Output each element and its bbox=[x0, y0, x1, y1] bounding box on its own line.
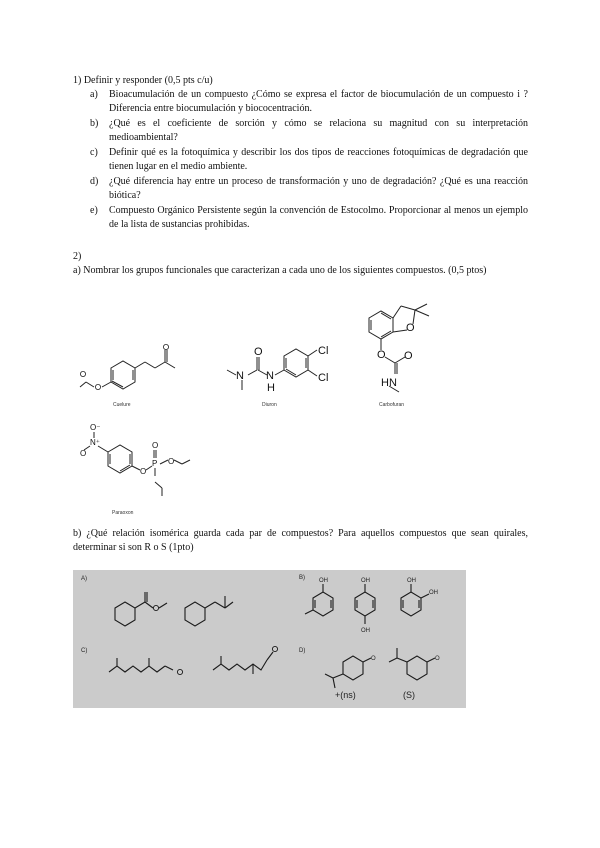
scan-oh-4: OH bbox=[429, 590, 438, 596]
diuron-o: O bbox=[254, 346, 263, 358]
scan-oh-3: OH bbox=[407, 578, 416, 584]
diuron-n2: N bbox=[266, 370, 274, 382]
paraoxon-o4: O bbox=[168, 457, 175, 466]
scan-oh-1: OH bbox=[319, 578, 328, 584]
molecule-diuron bbox=[222, 332, 352, 417]
pair-a-label: A) bbox=[81, 576, 87, 582]
carbofuran-o1: O bbox=[406, 322, 415, 334]
question-2b-text: b) ¿Qué relación isomérica guarda cada par de compuestos? Para aquellos compuestos que sean quirales, determinar si son R o S (1pto) bbox=[73, 528, 528, 553]
paraoxon-structure bbox=[80, 420, 200, 520]
scan-note-1: +(ns) bbox=[335, 690, 356, 700]
question-2-number: 2) bbox=[73, 251, 82, 262]
item-text: Compuesto Orgánico Persistente según la convención de Estocolmo. Proporcionar al menos un ejemplo de la lista de sustancias prohibidas. bbox=[109, 205, 528, 230]
carbofuran-caption: Carbofuran bbox=[379, 402, 405, 408]
item-label: c) bbox=[90, 147, 98, 158]
cuelure-caption: Cuelure bbox=[113, 402, 131, 408]
carbofuran-structure bbox=[355, 300, 465, 412]
question-2a-text: a) Nombrar los grupos funcionales que caracterizan a cada uno de los siguientes compuestos. (0,5 ptos) bbox=[73, 265, 487, 276]
item-label: a) bbox=[90, 89, 98, 100]
paraoxon-o2: O bbox=[140, 467, 147, 476]
molecule-paraoxon bbox=[80, 420, 200, 525]
item-text: ¿Qué diferencia hay entre un proceso de transformación y uno de degradación? ¿Qué es una reacción biótica? bbox=[109, 176, 528, 201]
cuelure-structure bbox=[75, 340, 205, 412]
question-1-item bbox=[90, 175, 528, 203]
question-1-item bbox=[90, 146, 528, 174]
paraoxon-n-plus: N⁺ bbox=[90, 438, 100, 447]
paraoxon-o-minus: O⁻ bbox=[90, 423, 101, 432]
paraoxon-o3: O bbox=[152, 441, 159, 450]
question-1-item bbox=[90, 117, 528, 145]
scan-o-2: O bbox=[435, 656, 440, 662]
diuron-cl2: Cl bbox=[318, 372, 329, 384]
isomer-pairs-drawing bbox=[73, 570, 466, 708]
molecule-cuelure bbox=[75, 340, 205, 417]
item-label: d) bbox=[90, 176, 99, 187]
question-1-list bbox=[90, 88, 528, 233]
paraoxon-caption: Paraoxon bbox=[112, 510, 134, 516]
carbofuran-o2: O bbox=[377, 349, 386, 361]
diuron-cl1: Cl bbox=[318, 345, 329, 357]
scan-o-1: O bbox=[371, 656, 376, 662]
pair-c-label: C) bbox=[81, 648, 88, 654]
pair-b-label: B) bbox=[299, 575, 305, 581]
carbofuran-o3: O bbox=[404, 350, 413, 362]
question-1-item bbox=[90, 204, 528, 232]
molecule-carbofuran bbox=[355, 300, 465, 417]
question-1-title: 1) Definir y responder (0,5 pts c/u) bbox=[73, 75, 213, 86]
scan-note-2: (S) bbox=[403, 690, 415, 700]
paraoxon-o1: O bbox=[80, 449, 87, 458]
item-text: Bioacumulación de un compuesto ¿Cómo se expresa el factor de biocumulación de un compuesto i ? Diferencia entre biocumulación y biococentración. bbox=[109, 89, 528, 114]
question-1-item bbox=[90, 88, 528, 116]
diuron-structure bbox=[222, 332, 352, 412]
diuron-caption: Diuron bbox=[262, 402, 277, 408]
item-label: e) bbox=[90, 205, 98, 216]
isomer-pairs-scan bbox=[73, 570, 466, 708]
pair-d-label: D) bbox=[299, 648, 306, 654]
diuron-n1: N bbox=[236, 370, 244, 382]
scan-oh-5: OH bbox=[361, 628, 370, 634]
item-text: Definir qué es la fotoquímica y describir los dos tipos de reacciones fotoquímicas de degradación que tienen lugar en el medio ambiente. bbox=[109, 147, 528, 172]
carbofuran-hn: HN bbox=[381, 377, 397, 389]
item-label: b) bbox=[90, 118, 99, 129]
item-text: ¿Qué es el coeficiente de sorción y cómo se relaciona su magnitud con su interpretación medioambiental? bbox=[109, 118, 528, 143]
diuron-h: H bbox=[267, 382, 275, 394]
paraoxon-p: P bbox=[152, 459, 158, 468]
scan-oh-2: OH bbox=[361, 578, 370, 584]
